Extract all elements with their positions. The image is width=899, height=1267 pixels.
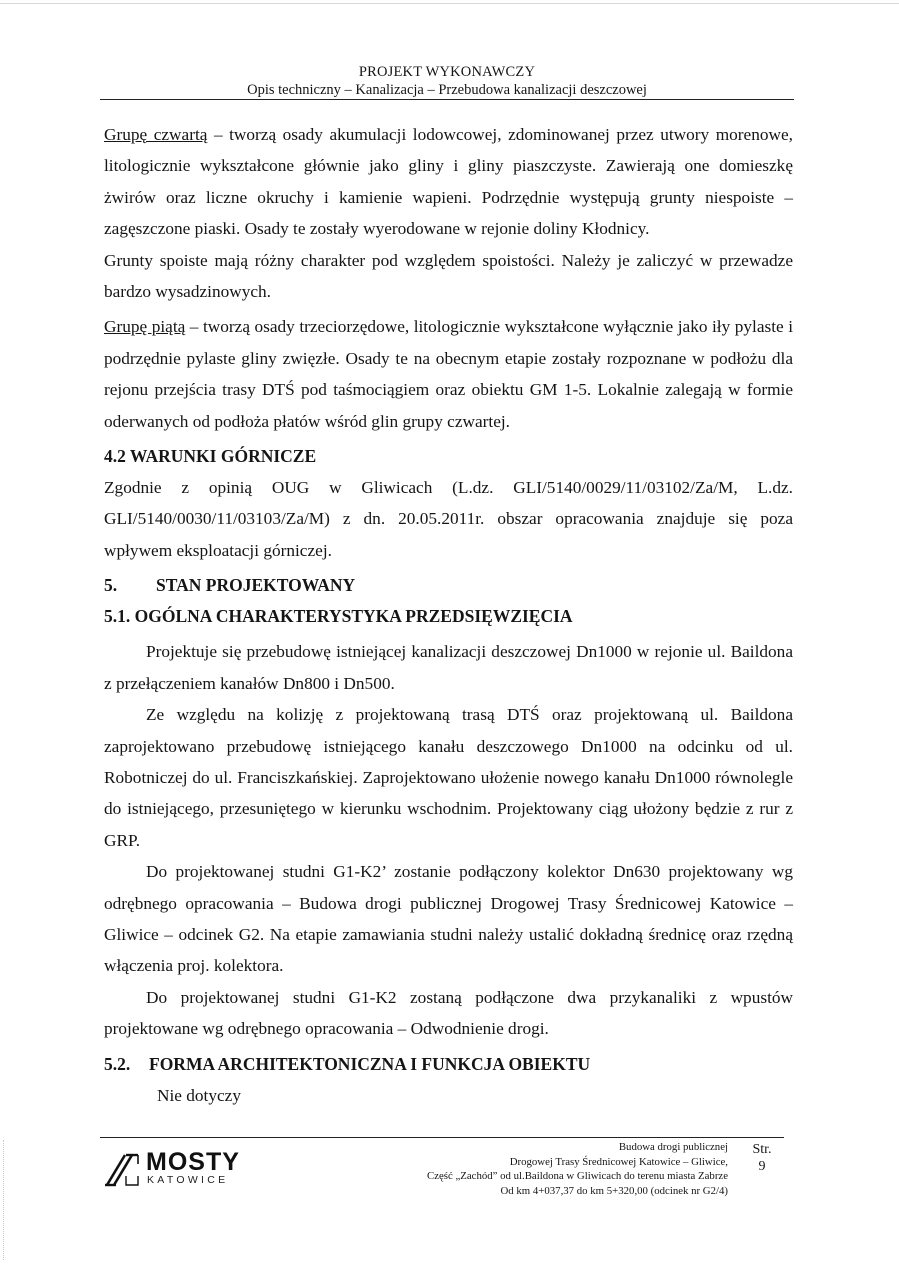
group-five-term: Grupę piątą — [104, 317, 186, 337]
footer-divider — [100, 1137, 784, 1138]
page-label: Str. — [752, 1142, 772, 1157]
logo-name: MOSTY — [146, 1148, 240, 1176]
footer-info-line: Od km 4+037,37 do km 5+320,00 (odcinek nr G2/4) — [500, 1184, 728, 1197]
paragraph-well-g1-k2: Do projektowanej studni G1-K2 zostaną podłączone dwa przykanaliki z wpustów projektowane wg odrębnego opracowania – Odwodnienie drogi. — [104, 987, 793, 1039]
scan-edge-left — [3, 1140, 4, 1260]
heading-design-state — [104, 570, 793, 601]
group-five-text: – tworzą osady trzeciorzędowe, litologicznie wykształcone wyłącznie jako iły pylaste i podrzędnie pylaste gliny zwięzłe. Osady te na obecnym etapie zostały rozpoznane w podłożu dla rejonu przejścia trasy DTŚ pod taśmociągiem oraz obiektu GM 1-5. Lokalnie zalegają w formie oderwanych od podłoża płatów wśród glin grupy czwartej. — [104, 317, 794, 431]
page-number-box — [744, 1141, 780, 1175]
paragraph-cohesive-soils: Grunty spoiste mają różny charakter pod względem spoistości. Należy je zaliczyć w przewadze bardzo wysadzinowych. — [104, 250, 793, 302]
header-title: PROJEKT WYKONAWCZY — [358, 64, 536, 80]
footer-info-line: Budowa drogi publicznej — [618, 1141, 728, 1153]
logo-city: KATOWICE — [147, 1174, 229, 1186]
document-body — [104, 119, 793, 1111]
group-four-text: – tworzą osady akumulacji lodowcowej, zdominowanej przez utwory morenowe, litologicznie wykształcone głównie jako gliny i gliny piaszczyste. Zawierają one domieszkę żwirów oraz liczne okruchy i kamienie wapieni. Podrzędnie występują grunty niespoiste – zagęszczone piaski. Osady te zostały wyerodowane w rejonie doliny Kłodnicy. — [104, 125, 793, 239]
page-header — [100, 64, 794, 99]
paragraph-project-scope: Projektuje się przebudowę istniejącej kanalizacji deszczowej Dn1000 w rejonie ul. Baildona z przełączeniem kanałów Dn800 i Dn500. — [104, 642, 793, 693]
group-four-term: Grupę czwartą — [104, 125, 208, 144]
heading-mining-conditions: 4.2 WARUNKI GÓRNICZE — [104, 446, 317, 467]
footer-info-line: Część „Zachód” od ul.Baildona w Gliwicach do terenu miasta Zabrze — [427, 1170, 728, 1183]
footer-info-line: Drogowej Trasy Średnicowej Katowice – Gliwice, — [509, 1155, 728, 1168]
paragraph-group-four — [104, 119, 793, 245]
paragraph-group-five — [104, 311, 793, 437]
heading-number: 5.2. — [104, 1053, 131, 1074]
header-divider — [100, 99, 794, 100]
heading-text: STAN PROJEKTOWANY — [156, 575, 356, 596]
heading-number: 5. — [104, 575, 118, 596]
scan-edge-top — [0, 3, 899, 4]
header-subtitle: Opis techniczny – Kanalizacja – Przebudowa kanalizacji deszczowej — [247, 82, 647, 98]
heading-text: FORMA ARCHITEKTONICZNA I FUNKCJA OBIEKTU — [149, 1053, 591, 1074]
footer-project-info — [360, 1140, 728, 1198]
heading-general-characteristics: 5.1. OGÓLNA CHARAKTERYSTYKA PRZEDSIĘWZIĘCIA — [104, 606, 573, 627]
paragraph-well-g1-k2-prime: Do projektowanej studni G1-K2’ zostanie podłączony kolektor Dn630 projektowany wg odrębnego opracowania – Budowa drogi publicznej Drogowej Trasy Średnicowej Katowice – Gliwice – odcinek G2. Na etapie zamawiania studni należy ustalić dokładną średnicę oraz rzędną włączenia proj. kolektora. — [104, 862, 793, 976]
page-number: 9 — [758, 1159, 766, 1174]
paragraph-not-applicable: Nie dotyczy — [157, 1085, 241, 1105]
mosty-logo-icon — [104, 1152, 142, 1188]
company-logo — [104, 1150, 254, 1190]
paragraph-mining-opinion: Zgodnie z opinią OUG w Gliwicach (L.dz. GLI/5140/0029/11/03102/Za/M, L.dz. GLI/5140/0030/11/03103/Za/M) z dn. 20.05.2011r. obszar opracowania znajduje się poza wpływem eksploatacji górniczej. — [104, 478, 793, 560]
paragraph-collision: Ze względu na kolizję z projektowaną trasą DTŚ oraz projektowaną ul. Baildona zaprojektowano przebudowę istniejącego kanału deszczowego Dn1000 na odcinku od ul. Robotniczej do ul. Franciszkańskiej. Zaprojektowano ułożenie nowego kanału Dn1000 równolegle do istniejącego, przesuniętego w kierunku wschodnim. Projektowany ciąg ułożony będzie z rur z GRP. — [104, 705, 793, 850]
heading-architectural-form — [104, 1049, 793, 1080]
